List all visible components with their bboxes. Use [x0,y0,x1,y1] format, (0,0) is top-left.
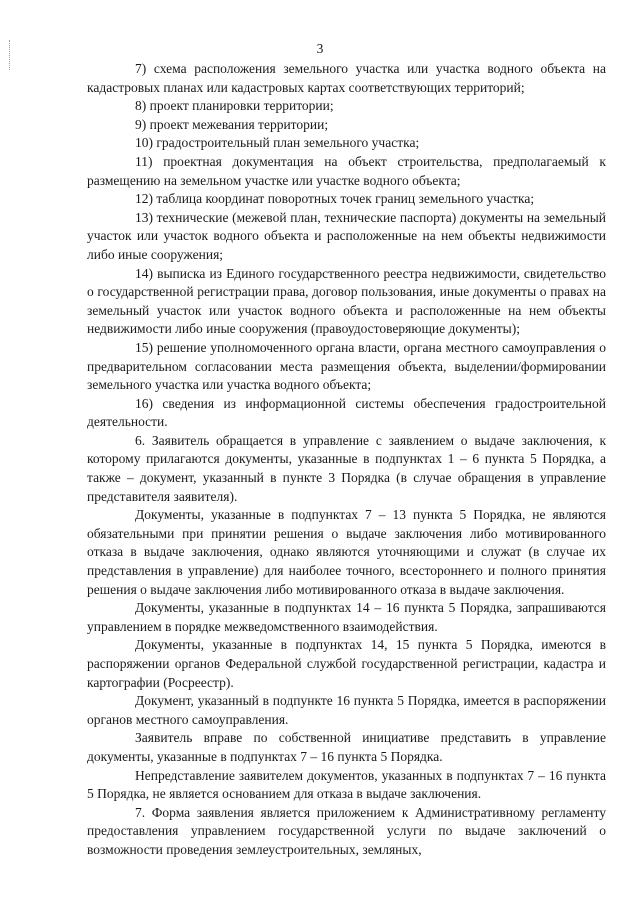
paragraph-item-14: 14) выписка из Единого государственного реестра недвижимости, свидетельство о государственной регистрации права, договор пользования, иные документы о правах на земельный участок или участок водного объекта и расположенные на нем объекты недвижимости либо иные сооружения (правоудостоверяющие документы); [87,265,606,337]
paragraph-non-submission: Непредставление заявителем документов, указанных в подпунктах 7 – 16 пункта 5 Порядка, не является основанием для отказа в выдаче заключения. [87,767,606,802]
paragraph-clause-7: 7. Форма заявления является приложением к Административному регламенту предоставления управлением государственной услуги по выдаче заключений о возможности проведения землеустроительных, земляных, [87,804,606,857]
paragraph-item-11: 11) проектная документация на объект строительства, предполагаемый к размещению на земельном участке или участке водного объекта; [87,153,606,188]
paragraph-applicant-initiative: Заявитель вправе по собственной инициативе представить в управление документы, указанные в подпунктах 7 – 16 пункта 5 Порядка. [87,730,606,764]
paragraph-item-13: 13) технические (межевой план, технические паспорта) документы на земельный участок или участок водного объекта и расположенные на нем объекты недвижимости либо иные сооружения; [87,209,606,262]
paragraph-item-16: 16) сведения из информационной системы обеспечения градостроительной деятельности. [87,395,606,430]
page-number: 3 [316,41,324,56]
paragraph-clause-6: 6. Заявитель обращается в управление с заявлением о выдаче заключения, к которому прилагаются документы, указанные в подпунктах 1 – 6 пункта 5 Порядка, а также – документ, указанный в пункте 3 Порядка (в случае обращения в управление представителя заявителя). [87,432,606,504]
paragraph-item-9: 9) проект межевания территории; [135,116,329,132]
paragraph-optional-documents: Документы, указанные в подпунктах 7 – 13 пункта 5 Порядка, не являются обязательными при принятии решения о выдаче заключения либо мотивированного отказа в выдаче заключения, однако являются уточняющими и служат (в случае их представления в управление) для наиболее точного, всестороннего и полного принятия решения о выдаче заключения либо мотивированного отказа в выдаче заключения. [87,507,606,597]
paragraph-item-7: 7) схема расположения земельного участка или участка водного объекта на кадастровых планах или кадастровых картах соответствующих территорий; [87,61,606,95]
paragraph-item-8: 8) проект планировки территории; [135,98,334,114]
paragraph-item-12: 12) таблица координат поворотных точек границ земельного участка; [135,191,535,207]
paragraph-interagency-request: Документы, указанные в подпунктах 14 – 16 пункта 5 Порядка, запрашиваются управлением в порядке межведомственного взаимодействия. [87,600,606,634]
paragraph-item-15: 15) решение уполномоченного органа власти, органа местного самоуправления о предварительном согласовании места размещения объекта, выделении/формировании земельного участка или участка водного объекта; [87,339,606,393]
paragraph-item-10: 10) градостроительный план земельного участка; [135,135,420,151]
paragraph-local-government-document: Документ, указанный в подпункте 16 пункта 5 Порядка, имеется в распоряжении органов местного самоуправления. [87,693,606,727]
paragraph-rosreestr-documents: Документы, указанные в подпунктах 14, 15 пункта 5 Порядка, имеются в распоряжении органов Федеральной службой государственной регистрации, кадастра и картографии (Росреестр). [87,637,606,690]
document-body [87,60,606,860]
